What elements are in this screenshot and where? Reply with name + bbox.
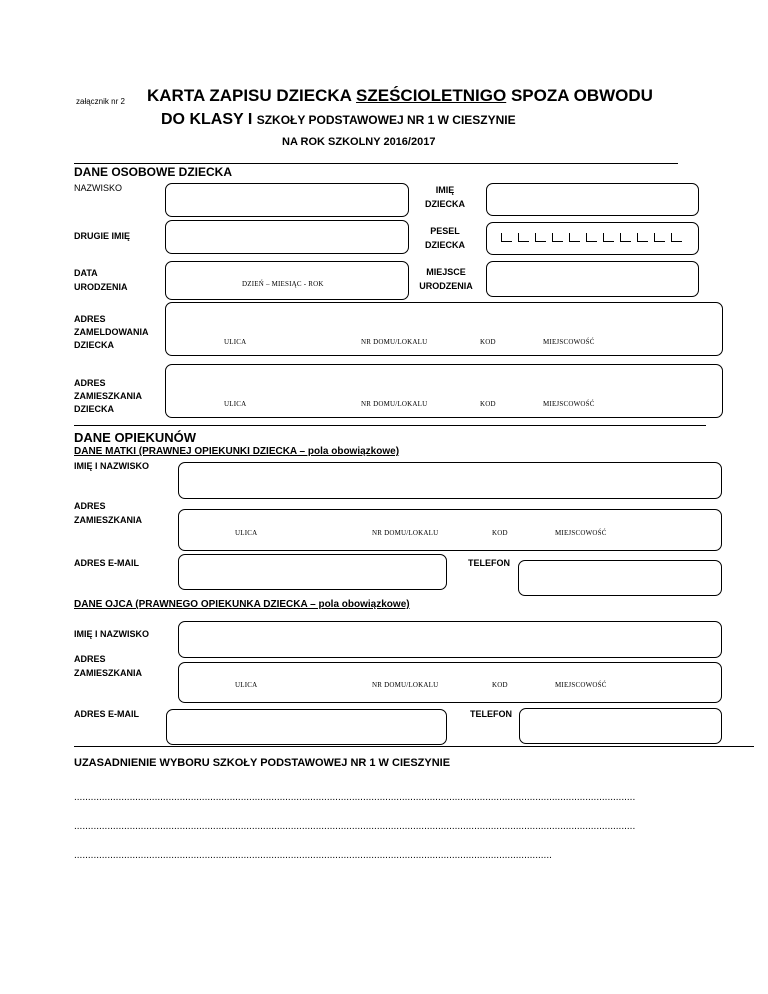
house-hint: NR DOMU/LOKALU — [361, 338, 428, 346]
mother-name-field[interactable] — [178, 462, 722, 499]
mother-email-label: ADRES E-MAIL — [74, 558, 139, 568]
pesel-digit-cell[interactable] — [620, 233, 631, 242]
father-name-label: IMIĘ I NAZWISKO — [74, 629, 149, 639]
justification-line-1[interactable]: .......................................................................................................................................................................................................... — [74, 792, 636, 803]
title-part1: KARTA ZAPISU DZIECKA — [147, 86, 357, 105]
birth-date-label-2: URODZENIA — [74, 282, 128, 292]
city-hint: MIEJSCOWOŚĆ — [555, 529, 607, 537]
father-name-field[interactable] — [178, 621, 722, 658]
first-name-label-1: IMIĘ — [435, 185, 455, 195]
birth-place-label-1: MIEJSCE — [426, 267, 466, 277]
residence-address-label-2: ZAMIESZKANIA — [74, 391, 142, 401]
school-year: NA ROK SZKOLNY 2016/2017 — [282, 136, 436, 148]
pesel-label-1: PESEL — [430, 226, 460, 236]
divider — [74, 163, 678, 164]
birth-date-label — [74, 266, 128, 294]
form-title — [147, 86, 653, 106]
house-hint: NR DOMU/LOKALU — [361, 400, 428, 408]
justification-line-2[interactable]: .......................................................................................................................................................................................................... — [74, 821, 636, 832]
street-hint: ULICA — [235, 681, 258, 689]
attachment-number: załącznik nr 2 — [76, 97, 125, 106]
pesel-digit-cell[interactable] — [586, 233, 597, 242]
street-hint: ULICA — [235, 529, 258, 537]
mother-section-title: DANE MATKI (PRAWNEJ OPIEKUNKI DZIECKA – pola obowiązkowe) — [74, 446, 400, 457]
city-hint: MIEJSCOWOŚĆ — [543, 338, 595, 346]
second-name-field[interactable] — [165, 220, 409, 254]
divider — [74, 425, 706, 426]
mother-email-field[interactable] — [178, 554, 447, 590]
first-name-label-2: DZIECKA — [425, 199, 465, 209]
pesel-digit-cell[interactable] — [637, 233, 648, 242]
street-hint: ULICA — [224, 400, 247, 408]
residence-address-label — [74, 377, 142, 416]
residence-address-label-3: DZIECKA — [74, 404, 114, 414]
birth-place-label — [416, 265, 476, 293]
mother-phone-label: TELEFON — [468, 558, 510, 568]
code-hint: KOD — [480, 400, 496, 408]
house-hint: NR DOMU/LOKALU — [372, 529, 439, 537]
pesel-digit-cell[interactable] — [518, 233, 529, 242]
registered-address-field[interactable] — [165, 302, 723, 356]
pesel-digit-cell[interactable] — [569, 233, 580, 242]
father-email-field[interactable] — [166, 709, 447, 745]
form-subtitle — [161, 111, 516, 129]
father-address-label-1: ADRES — [74, 654, 106, 664]
pesel-label-2: DZIECKA — [425, 240, 465, 250]
code-hint: KOD — [480, 338, 496, 346]
divider — [74, 746, 754, 747]
mother-address-label-1: ADRES — [74, 501, 106, 511]
father-email-label: ADRES E-MAIL — [74, 709, 139, 719]
pesel-digit-cell[interactable] — [671, 233, 682, 242]
father-address-field[interactable] — [178, 662, 722, 703]
birth-date-field[interactable] — [165, 261, 409, 300]
subtitle-small: SZKOŁY PODSTAWOWEJ NR 1 W CIESZYNIE — [256, 113, 516, 127]
mother-address-field[interactable] — [178, 509, 722, 551]
section-child-title: DANE OSOBOWE DZIECKA — [74, 165, 233, 179]
pesel-digit-cell[interactable] — [654, 233, 665, 242]
mother-address-label-2: ZAMIESZKANIA — [74, 515, 142, 525]
second-name-label: DRUGIE IMIĘ — [74, 231, 131, 241]
street-hint: ULICA — [224, 338, 247, 346]
first-name-field[interactable] — [486, 183, 699, 216]
justification-title: UZASADNIENIE WYBORU SZKOŁY PODSTAWOWEJ NR 1 W CIESZYNIE — [74, 757, 451, 769]
pesel-digit-cell[interactable] — [535, 233, 546, 242]
code-hint: KOD — [492, 529, 508, 537]
subtitle-big: DO KLASY I — [161, 111, 257, 128]
justification-line-3[interactable]: ............................................................................................................................................................................ — [74, 850, 552, 861]
birth-date-label-1: DATA — [74, 268, 98, 278]
pesel-digit-cell[interactable] — [552, 233, 563, 242]
house-hint: NR DOMU/LOKALU — [372, 681, 439, 689]
pesel-field[interactable] — [486, 222, 699, 255]
pesel-digit-cell[interactable] — [501, 233, 512, 242]
city-hint: MIEJSCOWOŚĆ — [555, 681, 607, 689]
residence-address-label-1: ADRES — [74, 378, 106, 388]
code-hint: KOD — [492, 681, 508, 689]
city-hint: MIEJSCOWOŚĆ — [543, 400, 595, 408]
birth-place-field[interactable] — [486, 261, 699, 297]
registered-address-label — [74, 313, 149, 352]
pesel-digit-cell[interactable] — [603, 233, 614, 242]
surname-label: NAZWISKO — [74, 183, 123, 193]
section-guardians-title: DANE OPIEKUNÓW — [74, 430, 197, 445]
birth-place-label-2: URODZENIA — [419, 281, 473, 291]
mother-name-label: IMIĘ I NAZWISKO — [74, 461, 149, 471]
father-phone-field[interactable] — [519, 708, 722, 744]
registered-address-label-2: ZAMELDOWANIA — [74, 327, 149, 337]
title-part2: SPOZA OBWODU — [506, 86, 653, 105]
mother-phone-field[interactable] — [518, 560, 722, 596]
pesel-label — [424, 224, 466, 252]
father-section-title: DANE OJCA (PRAWNEGO OPIEKUNKA DZIECKA – pola obowiązkowe) — [74, 599, 410, 610]
birth-date-hint: DZIEŃ – MIESIĄC - ROK — [242, 280, 324, 288]
father-phone-label: TELEFON — [470, 709, 512, 719]
father-address-label-2: ZAMIESZKANIA — [74, 668, 142, 678]
registered-address-label-1: ADRES — [74, 314, 106, 324]
father-address-label — [74, 652, 142, 680]
first-name-label — [424, 183, 466, 211]
title-underlined: SZEŚCIOLETNIGO — [356, 86, 507, 105]
residence-address-field[interactable] — [165, 364, 723, 418]
registered-address-label-3: DZIECKA — [74, 340, 114, 350]
surname-field[interactable] — [165, 183, 409, 217]
mother-address-label — [74, 499, 142, 527]
